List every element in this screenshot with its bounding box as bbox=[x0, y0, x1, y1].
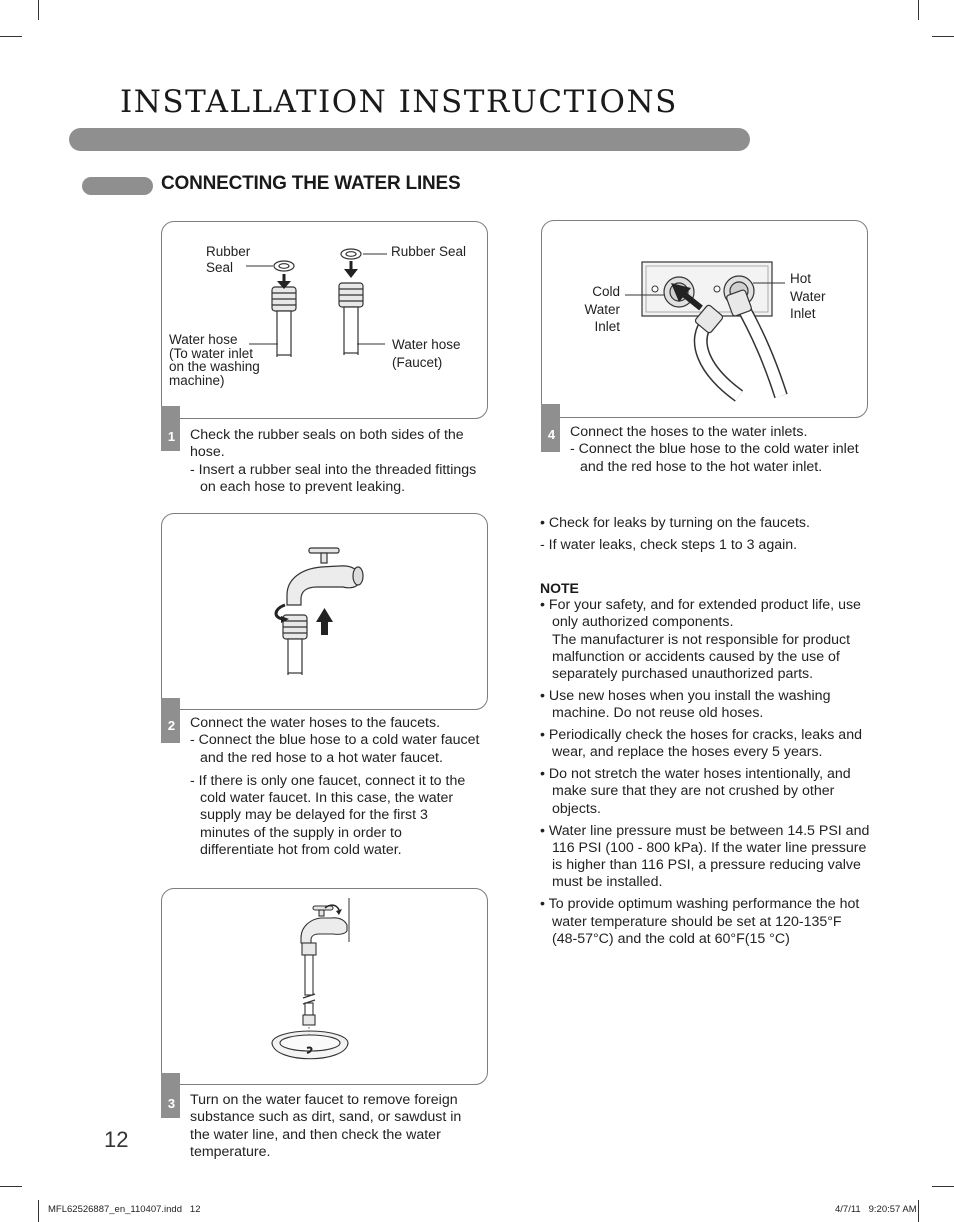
note-bullet-5: • Water line pressure must be between 14.5 PSI and 116 PSI (100 - 800 kPa). If the water line pressure is higher than 116 PSI, a pressure reducing valve must be installed. bbox=[540, 822, 870, 891]
step2-sub2: - If there is only one faucet, connect it to the cold water faucet. In this case, the water supply may be delayed for the first 3 minutes of the supply in order to differentiate hot from cold water. bbox=[190, 772, 466, 859]
leak-repeat: - If water leaks, check steps 1 to 3 again. bbox=[540, 537, 798, 553]
section-pill bbox=[82, 177, 153, 195]
crop-mark bbox=[38, 1200, 39, 1222]
step4-main: Connect the hoses to the water inlets. bbox=[570, 424, 808, 440]
step3-text bbox=[190, 1092, 475, 1161]
note-heading: NOTE bbox=[540, 580, 579, 596]
section-title: CONNECTING THE WATER LINES bbox=[161, 173, 461, 194]
note-bullet-6: • To provide optimum washing performance the hot water temperature should be set at 120-135°F (48-57°C) and the cold at 60°F(15 °C) bbox=[540, 896, 860, 947]
faucet-connect-illustration bbox=[161, 513, 488, 710]
crop-mark bbox=[0, 1186, 22, 1187]
step2-number: 2 bbox=[167, 718, 176, 733]
crop-mark bbox=[932, 1186, 954, 1187]
page-title: INSTALLATION INSTRUCTIONS bbox=[120, 84, 678, 120]
step1-sub: - Insert a rubber seal into the threaded fittings on each hose to prevent leaking. bbox=[190, 461, 477, 495]
note-bullet-1: • For your safety, and for extended product life, use only authorized components. bbox=[540, 597, 861, 631]
label-hot-water-inlet: Hot Water Inlet bbox=[790, 271, 826, 321]
crop-mark bbox=[918, 0, 919, 20]
step1-number: 1 bbox=[167, 429, 176, 444]
note-list bbox=[540, 597, 870, 953]
step2-sub1: - Connect the blue hose to a cold water faucet and the red hose to a hot water faucet. bbox=[190, 732, 480, 766]
footer-date: 4/7/11 9:20:57 AM bbox=[835, 1204, 917, 1215]
label-cold-water-inlet: Cold Water Inlet bbox=[584, 284, 620, 334]
leak-check: • Check for leaks by turning on the faucets. bbox=[540, 515, 810, 531]
step2-main: Connect the water hoses to the faucets. bbox=[190, 715, 441, 731]
note-bullet-4: • Do not stretch the water hoses intentionally, and make sure that they are not crushed by other objects. bbox=[540, 766, 851, 817]
title-bar bbox=[69, 128, 750, 151]
label-rubber-seal-left: Rubber Seal bbox=[206, 244, 251, 275]
step4-sub: - Connect the blue hose to the cold water inlet and the red hose to the hot water inlet. bbox=[570, 441, 859, 475]
step4-text bbox=[570, 424, 870, 476]
step1-text bbox=[190, 427, 495, 496]
crop-mark bbox=[0, 36, 22, 37]
step1-main: Check the rubber seals on both sides of the hose. bbox=[190, 427, 464, 461]
step3-main: Turn on the water faucet to remove foreign substance such as dirt, sand, or sawdust in the water line, and then check the water temperature. bbox=[190, 1092, 462, 1160]
crop-mark bbox=[918, 1200, 919, 1222]
note-bullet-3: • Periodically check the hoses for cracks, leaks and wear, and replace the hoses every 5 years. bbox=[540, 727, 862, 761]
crop-mark bbox=[932, 36, 954, 37]
label-hose-left: Water hose (To water inlet on the washing machine) bbox=[169, 332, 260, 388]
crop-mark bbox=[38, 0, 39, 20]
label-hose-right: Water hose (Faucet) bbox=[392, 337, 461, 370]
step4-number: 4 bbox=[547, 427, 556, 442]
step3-number: 3 bbox=[167, 1096, 176, 1111]
note-bullet-2: • Use new hoses when you install the washing machine. Do not reuse old hoses. bbox=[540, 687, 831, 722]
page-number: 12 bbox=[104, 1127, 129, 1152]
label-rubber-seal-right: Rubber Seal bbox=[391, 244, 467, 259]
flush-hose-illustration bbox=[161, 888, 488, 1085]
note-bullet-1-extra: The manufacturer is not responsible for product malfunction or accidents caused by the use of separately purchased unauthorized parts. bbox=[552, 631, 851, 683]
footer-file: MFL62526887_en_110407.indd 12 bbox=[48, 1204, 201, 1215]
step2-text bbox=[190, 715, 480, 859]
